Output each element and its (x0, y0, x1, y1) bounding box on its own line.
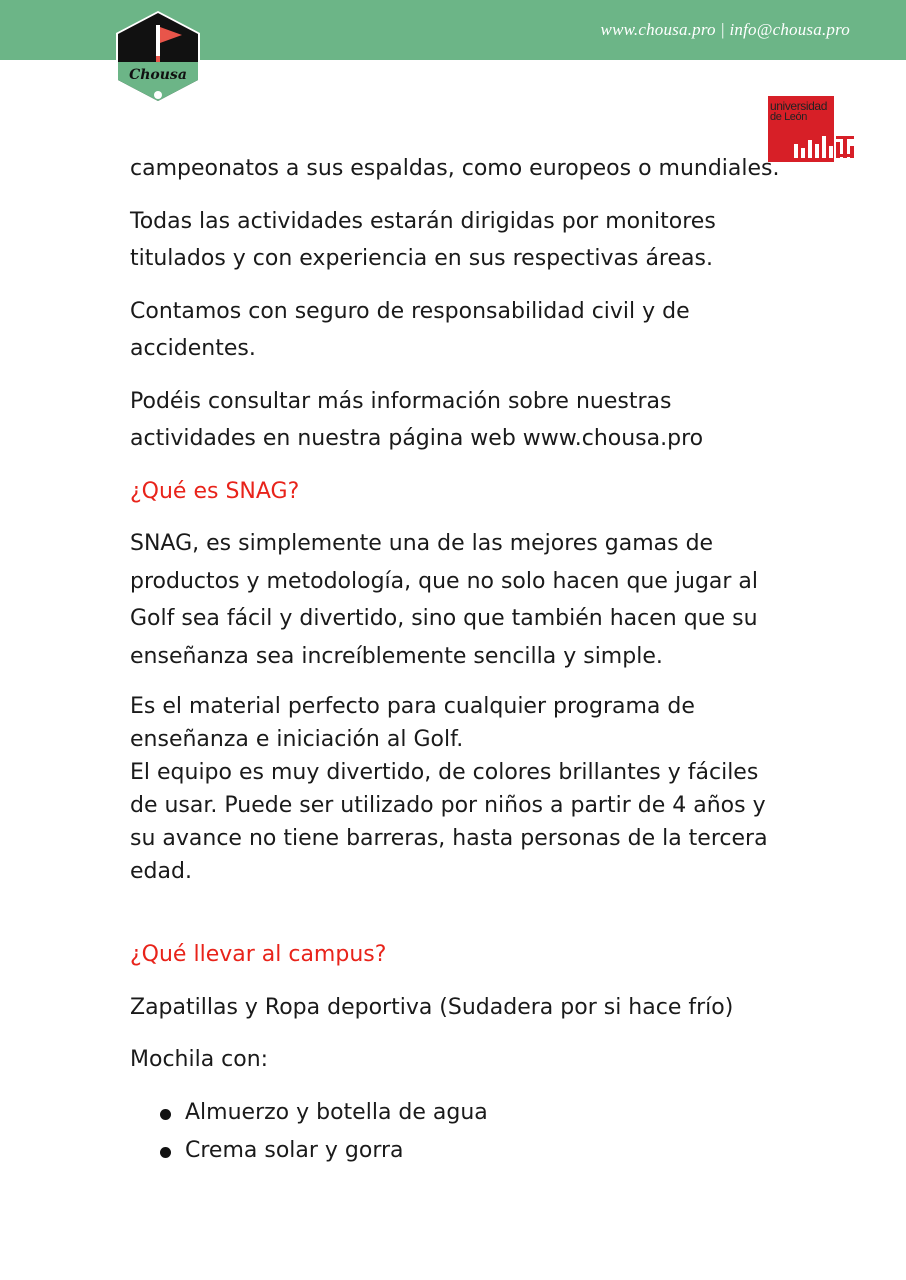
chousa-logo-shape (116, 10, 200, 104)
paragraph: Es el material perfecto para cualquier programa de enseñanza e iniciación al Golf. (130, 694, 695, 752)
paragraph: SNAG, es simplemente una de las mejores gamas de productos y metodología, que no solo hacen que jugar al Golf sea fácil y divertido, sino que también hacen que su enseñanza sea increíblemente sencilla y simple. (130, 531, 759, 669)
university-city: de León (770, 111, 807, 123)
section-heading-campus: ¿Qué llevar al campus? (130, 942, 387, 967)
paragraph: Contamos con seguro de responsabilidad civil y de accidentes. (130, 298, 690, 361)
paragraph: Todas las actividades estarán dirigidas por monitores titulados y con experiencia en sus respectivas áreas. (130, 208, 716, 271)
document-body (130, 150, 780, 1170)
paragraph: Podéis consultar más información sobre nuestras actividades en nuestra página web www.chousa.pro (130, 388, 704, 451)
university-name: universidad (770, 99, 827, 113)
list-item: Crema solar y gorra (160, 1132, 780, 1170)
spacer (130, 888, 780, 936)
bullet-list (130, 1094, 780, 1170)
section-heading-snag: ¿Qué es SNAG? (130, 478, 300, 504)
contact-info: www.chousa.pro | info@chousa.pro (600, 20, 850, 39)
logo-text: Chousa (129, 67, 187, 83)
flag-pole (156, 25, 160, 57)
paragraph: El equipo es muy divertido, de colores brillantes y fáciles de usar. Puede ser utilizado por niños a partir de 4 años y su avance no tiene barreras, hasta personas de la tercera edad. (130, 760, 768, 884)
paragraph: Zapatillas y Ropa deportiva (Sudadera por si hace frío) (130, 994, 734, 1020)
list-item: Almuerzo y botella de agua (160, 1094, 780, 1132)
paragraph: campeonatos a sus espaldas, como europeos o mundiales. (130, 156, 780, 181)
university-logo (768, 96, 860, 164)
paragraph: Mochila con: (130, 1047, 269, 1072)
chousa-logo (116, 10, 200, 104)
